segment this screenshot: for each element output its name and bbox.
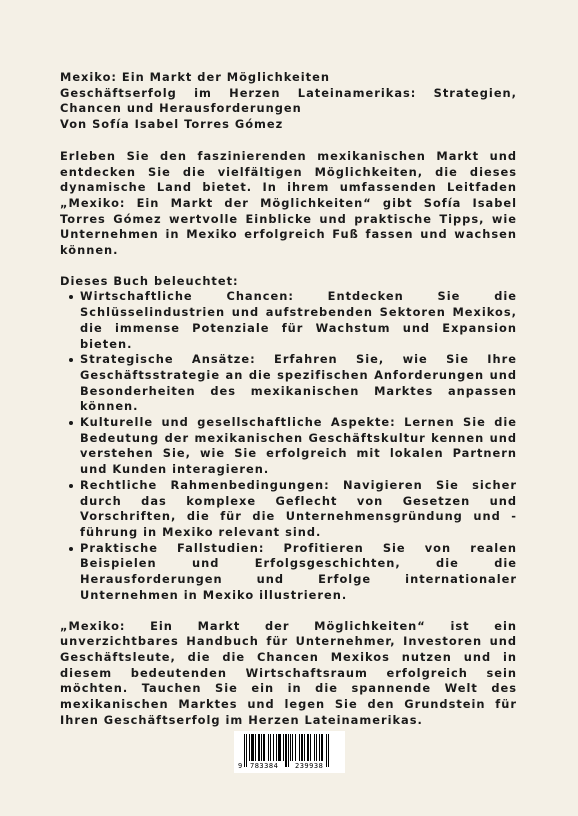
barcode-bar [276,734,277,761]
book-author: Von Sofía Isabel Torres Gómez [60,117,284,132]
list-item: Praktische Fallstudien: Profitieren Sie von realen Beispielen und Erfolgsgeschichten, die die Herausforderungen und Erfolge internationaler Unternehmen in Mexiko illustrieren. [80,540,517,602]
barcode-bar [307,734,309,761]
barcode-bar [299,734,300,761]
barcode-bar [268,734,269,761]
barcode-bar [319,734,320,761]
barcode-bar [321,734,323,761]
barcode-bar [295,734,296,761]
list-item: Kulturelle und gesellschaftliche Aspekte: Lernen Sie die Bedeutung der mexikanischen Geschäftskultur kennen und verstehen Sie, wie Sie erfolgreich mit lokalen Partnern und Kunden interagieren. [80,415,517,477]
book-subtitle: Geschäftserfolg im Herzen Lateinamerikas: Strategien, Chancen und Herausforderungen [60,85,517,116]
barcode-bar [278,734,281,761]
list-item: Strategische Ansätze: Erfahren Sie, wie Sie Ihre Geschäftsstrategie an die spezifischen Anforderungen und Besonderheiten des mexikanischen Marktes anpassen können. [80,352,517,414]
barcode-bar [244,734,245,767]
barcode-bar [283,734,284,761]
barcode-bar [285,734,287,767]
barcode-bar [251,734,254,761]
barcode-bar [246,734,247,767]
list-title: Dieses Buch beleuchtet: [60,273,239,288]
isbn-barcode [234,731,345,773]
barcode-bar [314,734,315,761]
barcode-bar [288,734,289,767]
barcode-group-left: 783384 [250,762,279,770]
barcode-bar [292,734,293,761]
book-header [60,70,517,133]
barcode-bar [310,734,311,761]
barcode-group-right: 239938 [295,762,324,770]
barcode-bar [249,734,250,761]
barcode-bar [261,734,262,761]
barcode-digit-first: 9 [238,762,243,770]
list-item: Wirtschaftliche Chancen: Entdecken Sie die Schlüsselindustrien und aufstrebenden Sektoren Mexikos, die immense Potenziale für Wachstum und Expansion bieten. [80,289,517,351]
barcode-bar [301,734,303,761]
intro-paragraph: Erleben Sie den faszinierenden mexikanischen Markt und entdecken Sie die vielfältigen Möglichkeiten, die dieses dynamische Land bietet. In ihrem umfassenden Leitfaden „Mexiko: Ein Markt der Möglichkeiten“ gibt Sofía Isabel Torres Gómez wertvolle Einblicke und praktische Tipps, wie Unternehmen in Mexiko erfolgreich Fuß fassen und wachsen können. [60,148,517,258]
barcode-bar [304,734,305,761]
barcode-bar [328,734,329,767]
barcode-bar [290,734,291,761]
back-cover-text [60,70,517,728]
barcode-bar [326,734,327,767]
barcode-bar [255,734,256,761]
closing-paragraph: „Mexiko: Ein Markt der Möglichkeiten“ ist ein unverzichtbares Handbuch für Unternehmer, Investoren und Geschäftsleute, die die Chancen Mexikos nutzen und in diesem bedeutenden Wirtschaftsraum erfolgreich sein möchten. Tauchen Sie ein in die spannende Welt des mexikanischen Marktes und legen Sie den Grundstein für Ihren Geschäftserfolg im Herzen Lateinamerikas. [60,618,517,727]
book-title: Mexiko: Ein Markt der Möglichkeiten [60,70,330,84]
topic-list [60,289,517,603]
list-item: Rechtliche Rahmenbedingungen: Navigieren Sie sicher durch das komplexe Geflecht von Gesetzen und Vorschriften, die für die Unternehmensgründung und -führung in Mexiko relevant sind. [80,477,517,539]
barcode-bar [316,734,317,761]
barcode-bar [270,734,271,761]
barcode-bar [263,734,265,761]
barcode-bar [273,734,274,761]
barcode-bar [258,734,260,761]
